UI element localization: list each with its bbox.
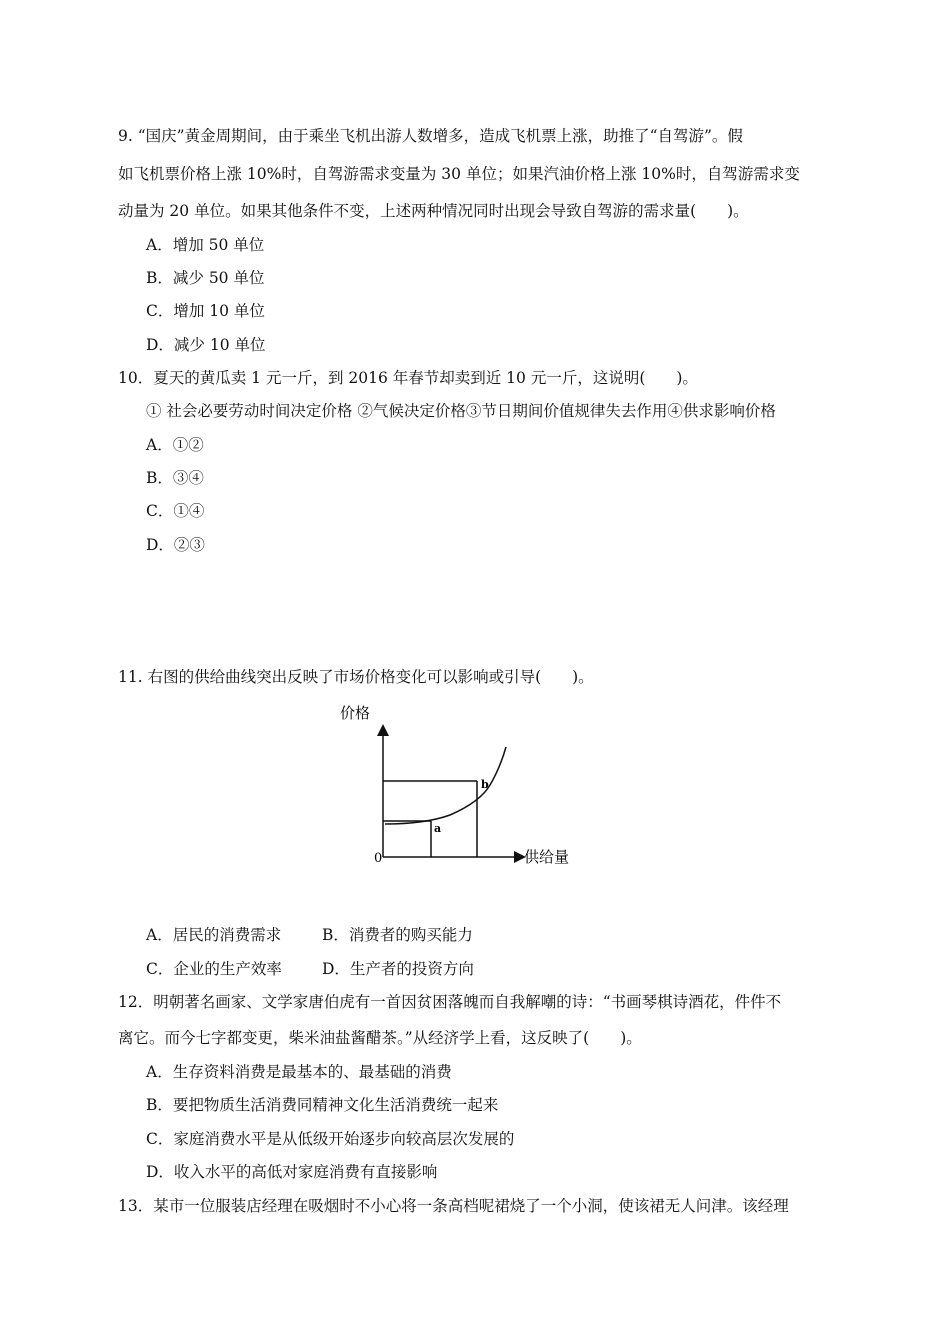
y-axis-label: 价格 — [340, 704, 371, 722]
x-axis-label: 供给量 — [524, 848, 570, 866]
q9-option-b: B．减少 50 单位 — [146, 269, 265, 287]
supply-curve-svg — [330, 700, 590, 875]
q13-stem: 13．某市一位服装店经理在吸烟时不小心将一条高档呢裙烧了一个小洞，使该裙无人问津。该经理 — [118, 1197, 789, 1215]
q11-option-a: A．居民的消费需求 — [146, 926, 282, 944]
q11-option-b: B．消费者的购买能力 — [322, 926, 473, 944]
q12-option-d: D．收入水平的高低对家庭消费有直接影响 — [146, 1163, 438, 1181]
point-a-label: a — [434, 822, 442, 835]
point-b-label: b — [481, 778, 489, 791]
q10-stem: 10．夏天的黄瓜卖 1 元一斤，到 2016 年春节却卖到近 10 元一斤，这说明( )。 — [118, 369, 698, 387]
q11-option-c: C．企业的生产效率 — [146, 960, 282, 978]
origin-label: 0 — [374, 851, 383, 866]
q10-option-a: A．①② — [146, 436, 204, 454]
q9-stem-line-1: 9. “国庆”黄金周期间，由于乘坐飞机出游人数增多，造成飞机票上涨，助推了“自驾游”。假 — [118, 127, 743, 145]
q9-stem-line-3: 动量为 20 单位。如果其他条件不变，上述两种情况同时出现会导致自驾游的需求量( )。 — [118, 202, 749, 220]
q12-option-a: A．生存资料消费是最基本的、最基础的消费 — [146, 1063, 452, 1081]
supply-curve-chart — [330, 700, 590, 875]
q12-stem-line-1: 12．明朝著名画家、文学家唐伯虎有一首因贫困落魄而自我解嘲的诗：“书画琴棋诗酒花，件件不 — [118, 993, 782, 1011]
q9-stem-line-2: 如飞机票价格上涨 10%时，自驾游需求变量为 30 单位；如果汽油价格上涨 10%时，自驾游需求变 — [118, 165, 800, 183]
q10-option-b: B．③④ — [146, 469, 204, 487]
q10-option-d: D．②③ — [146, 536, 205, 554]
q9-option-d: D．减少 10 单位 — [146, 336, 266, 354]
q10-statements: ① 社会必要劳动时间决定价格 ②气候决定价格③节日期间价值规律失去作用④供求影响价格 — [146, 402, 776, 420]
q12-option-b: B．要把物质生活消费同精神文化生活消费统一起来 — [146, 1096, 499, 1114]
q9-option-c: C．增加 10 单位 — [146, 302, 265, 320]
q9-option-a: A．增加 50 单位 — [146, 236, 265, 254]
q10-option-c: C．①④ — [146, 502, 205, 520]
q11-stem: 11. 右图的供给曲线突出反映了市场价格变化可以影响或引导( )。 — [118, 668, 594, 686]
q12-stem-line-2: 离它。而今七字都变更，柴米油盐酱醋茶。”从经济学上看，这反映了( )。 — [118, 1029, 642, 1047]
q11-option-d: D．生产者的投资方向 — [322, 960, 474, 978]
q12-option-c: C．家庭消费水平是从低级开始逐步向较高层次发展的 — [146, 1130, 515, 1148]
